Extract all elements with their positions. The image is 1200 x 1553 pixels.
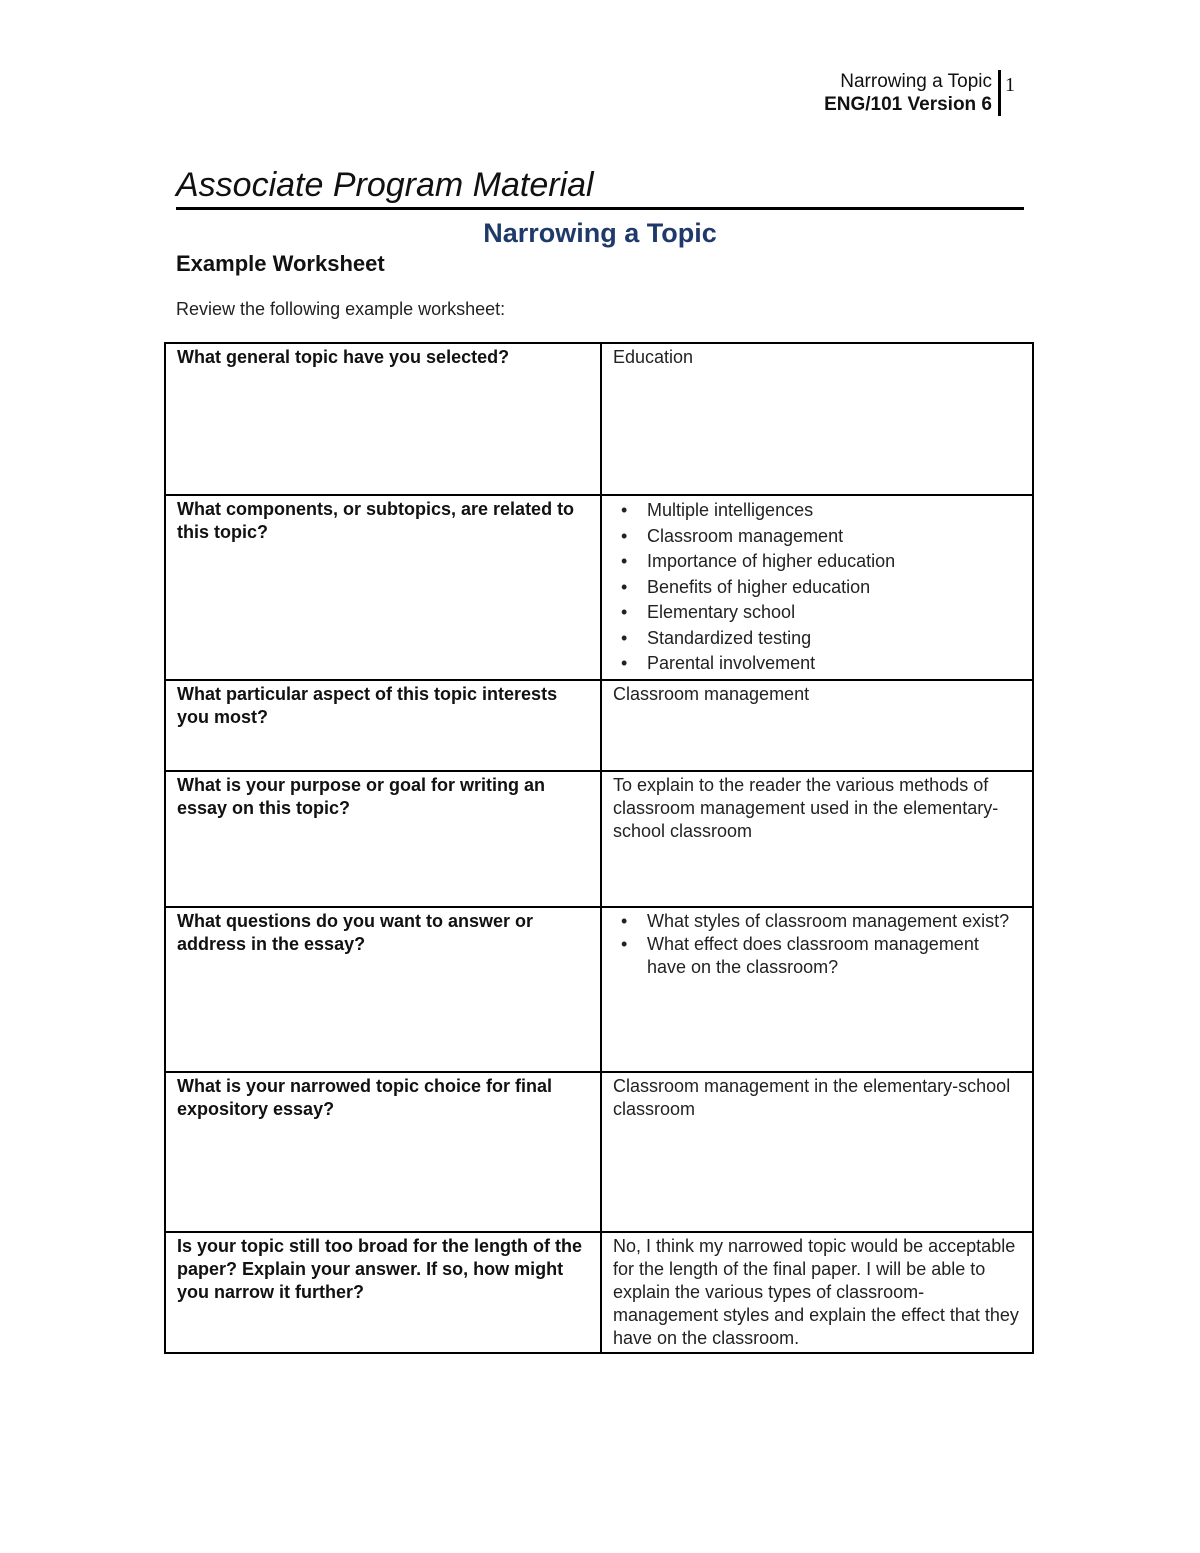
list-item: • Benefits of higher education bbox=[647, 575, 1021, 601]
answer-cell: To explain to the reader the various methods of classroom management used in the elementary-school classroom bbox=[601, 771, 1033, 907]
page-number: 1 bbox=[1005, 74, 1015, 96]
title-rule bbox=[176, 207, 1024, 210]
question-cell: What general topic have you selected? bbox=[165, 343, 601, 495]
worksheet-table bbox=[164, 342, 1034, 1354]
header-course: ENG/101 Version 6 bbox=[824, 94, 992, 115]
table-row bbox=[165, 907, 1033, 1072]
section-title: Example Worksheet bbox=[176, 251, 385, 276]
list-item: • Elementary school bbox=[647, 600, 1021, 626]
answer-cell: Education bbox=[601, 343, 1033, 495]
header-divider bbox=[998, 70, 1001, 116]
question-cell: What is your narrowed topic choice for final expository essay? bbox=[165, 1072, 601, 1232]
question-cell: What questions do you want to answer or address in the essay? bbox=[165, 907, 601, 1072]
question-list bbox=[613, 910, 1021, 979]
running-header bbox=[780, 70, 1015, 118]
list-item: • What effect does classroom management have on the classroom? bbox=[647, 933, 1021, 979]
subtopic-list bbox=[613, 498, 1021, 677]
doc-title: Narrowing a Topic bbox=[483, 218, 717, 248]
table-row bbox=[165, 680, 1033, 771]
list-item: • Parental involvement bbox=[647, 651, 1021, 677]
list-item: • Standardized testing bbox=[647, 626, 1021, 652]
header-text bbox=[824, 70, 992, 116]
question-cell: What components, or subtopics, are related to this topic? bbox=[165, 495, 601, 680]
question-cell: Is your topic still too broad for the length of the paper? Explain your answer. If so, how might you narrow it further? bbox=[165, 1232, 601, 1353]
program-title: Associate Program Material bbox=[176, 166, 594, 204]
answer-cell: Classroom management bbox=[601, 680, 1033, 771]
question-cell: What is your purpose or goal for writing an essay on this topic? bbox=[165, 771, 601, 907]
answer-cell: No, I think my narrowed topic would be acceptable for the length of the final paper. I will be able to explain the various types of classroom-management styles and explain the effect that they have on the classroom. bbox=[601, 1232, 1033, 1353]
list-item: • Classroom management bbox=[647, 524, 1021, 550]
question-cell: What particular aspect of this topic interests you most? bbox=[165, 680, 601, 771]
header-running-title: Narrowing a Topic bbox=[840, 71, 992, 92]
table-row bbox=[165, 495, 1033, 680]
answer-cell: Classroom management in the elementary-school classroom bbox=[601, 1072, 1033, 1232]
list-item: • Multiple intelligences bbox=[647, 498, 1021, 524]
table-row bbox=[165, 343, 1033, 495]
answer-cell bbox=[601, 495, 1033, 680]
table-row bbox=[165, 1232, 1033, 1353]
list-item: • Importance of higher education bbox=[647, 549, 1021, 575]
intro-text: Review the following example worksheet: bbox=[176, 299, 506, 319]
answer-cell bbox=[601, 907, 1033, 1072]
list-item: • What styles of classroom management exist? bbox=[647, 910, 1021, 933]
table-row bbox=[165, 1072, 1033, 1232]
table-row bbox=[165, 771, 1033, 907]
